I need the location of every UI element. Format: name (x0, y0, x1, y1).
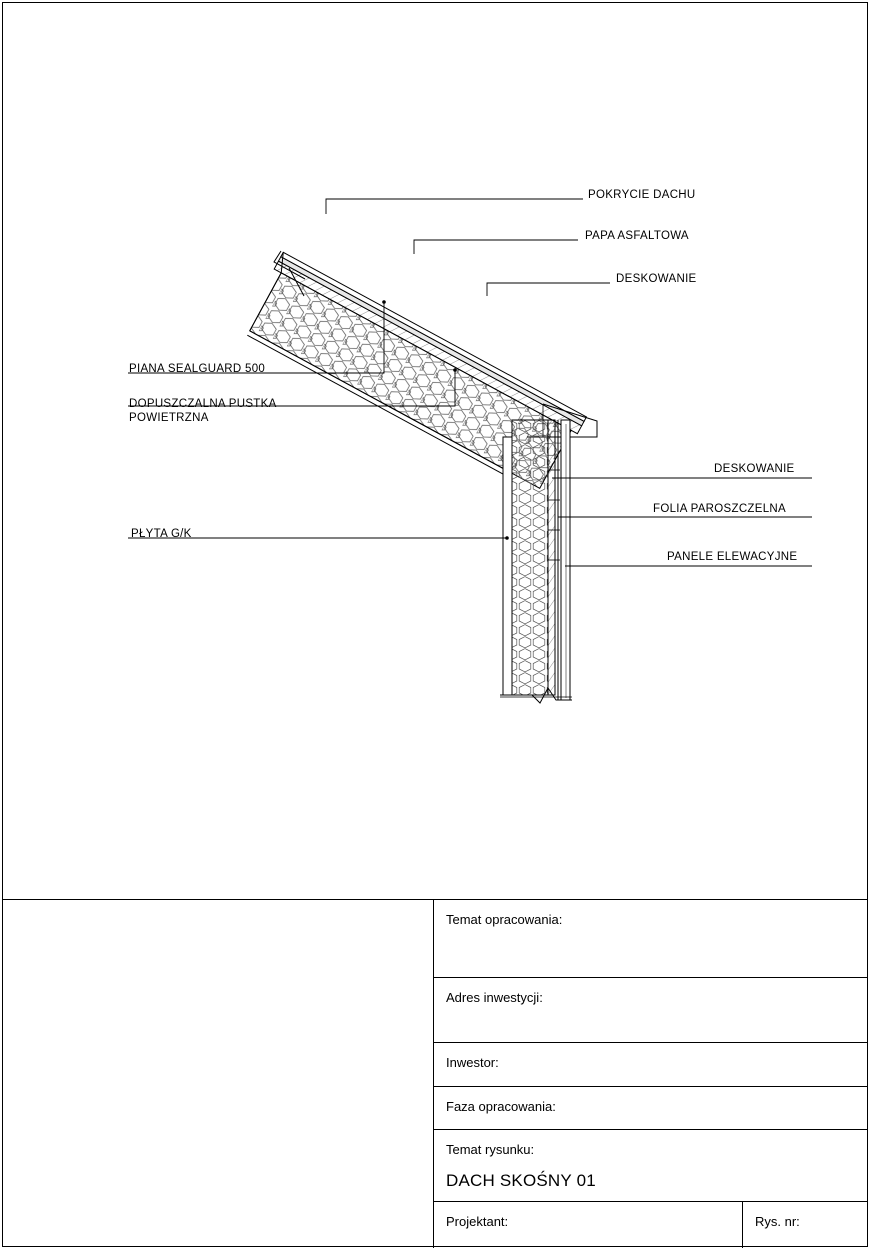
field-designer-caption: Projektant: (446, 1214, 509, 1229)
field-subject (434, 900, 868, 978)
field-address-caption: Adres inwestycji: (446, 990, 543, 1005)
field-designer (434, 1202, 743, 1248)
label-roof-covering: POKRYCIE DACHU (588, 189, 696, 201)
field-phase-caption: Faza opracowania: (446, 1099, 556, 1114)
label-foam: PIANA SEALGUARD 500 (129, 363, 266, 375)
label-boarding-roof: DESKOWANIE (616, 273, 697, 285)
drawing-title-value: DACH SKOŚNY 01 (446, 1171, 596, 1190)
field-designer-sheet (434, 1202, 868, 1248)
field-sheet-caption: Rys. nr: (755, 1214, 800, 1229)
label-facade-panels: PANELE ELEWACYJNE (667, 551, 798, 563)
field-sheet-number (743, 1202, 868, 1248)
label-vapour-barrier: FOLIA PAROSZCZELNA (653, 503, 786, 515)
label-boarding-wall: DESKOWANIE (714, 463, 795, 475)
title-block (2, 899, 868, 1247)
field-drawing-title (434, 1130, 868, 1202)
field-investor-caption: Inwestor: (446, 1055, 499, 1070)
designer-sheet-split (434, 1202, 868, 1248)
field-subject-caption: Temat opracowania: (446, 912, 563, 927)
title-block-logo-area (2, 900, 434, 1248)
field-phase (434, 1087, 868, 1130)
label-air-void: DOPUSZCZALNA PUSTKA POWIETRZNA (129, 398, 276, 425)
label-asphalt-felt: PAPA ASFALTOWA (585, 230, 689, 242)
field-drawing-caption: Temat rysunku: (446, 1142, 535, 1157)
label-gk-board: PŁYTA G/K (131, 528, 192, 540)
title-block-fields (434, 900, 868, 1248)
field-address (434, 978, 868, 1043)
field-investor (434, 1043, 868, 1087)
